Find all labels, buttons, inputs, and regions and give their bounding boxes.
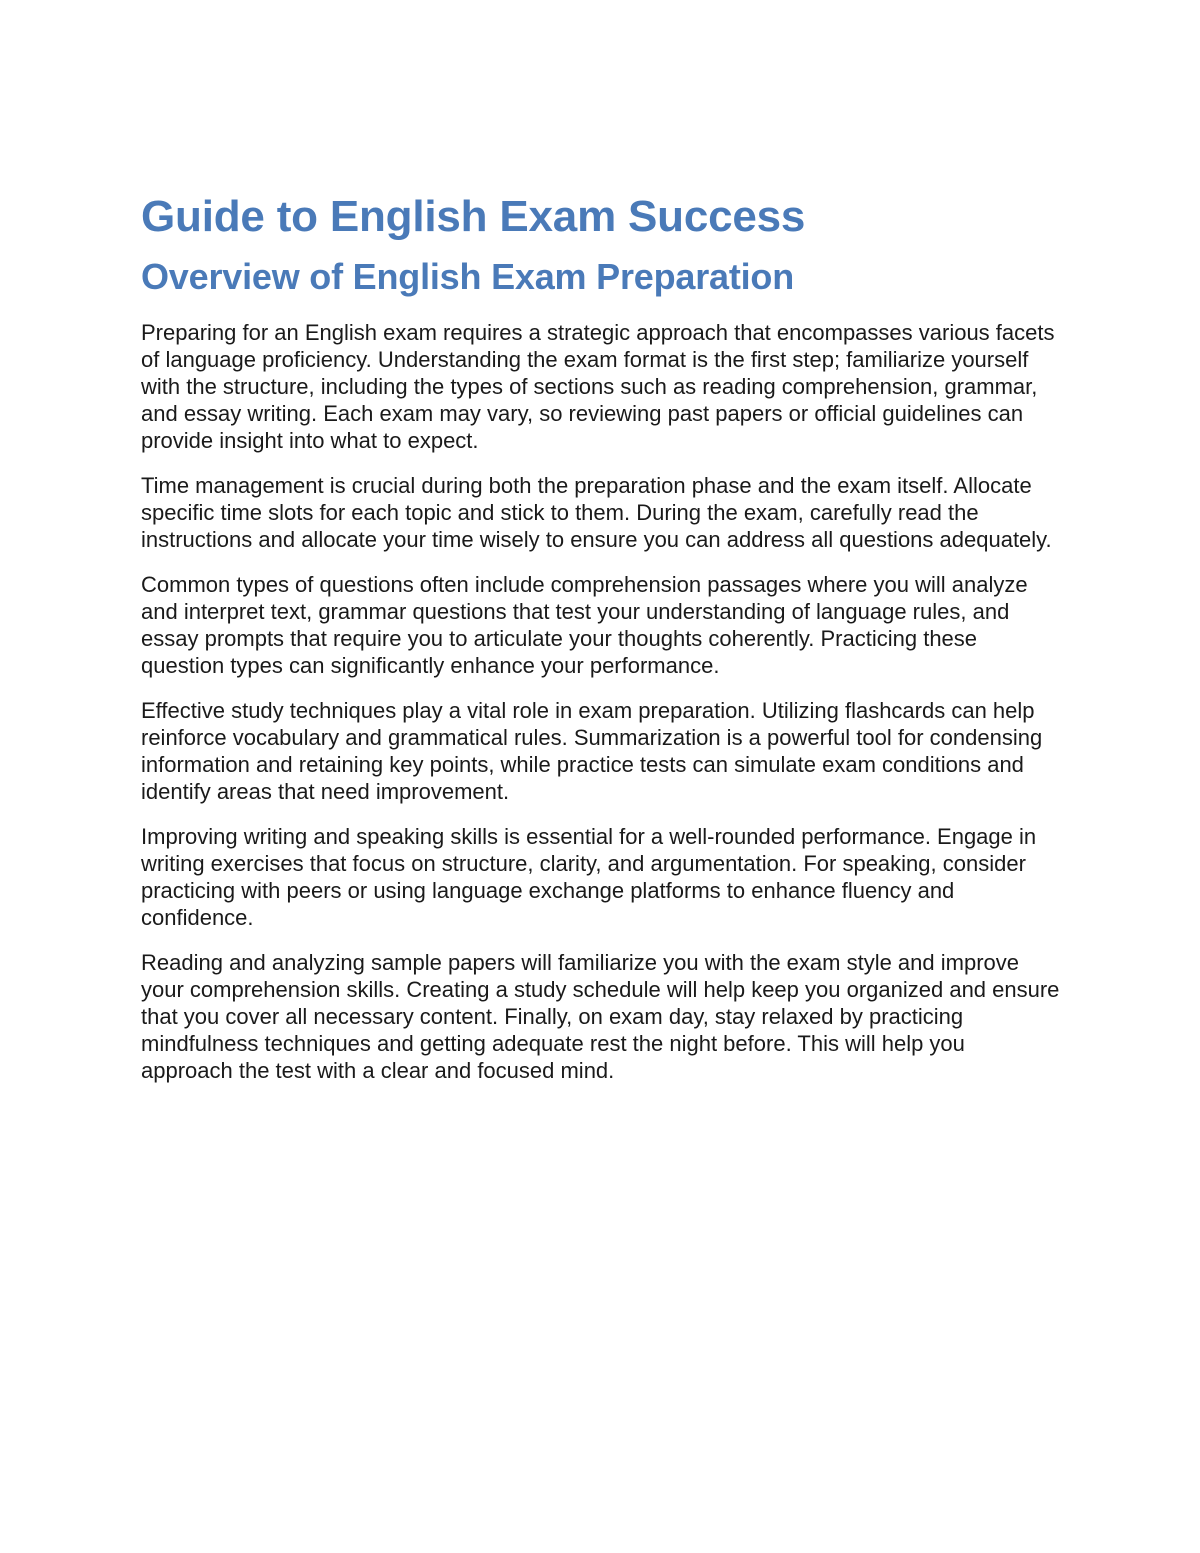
paragraph: Effective study techniques play a vital role in exam preparation. Utilizing flashcards can help reinforce vocabulary and grammatical rules. Summarization is a powerful tool for condensing information and retaining key points, while practice tests can simulate exam conditions and identify areas that need improvement. [141, 698, 1043, 804]
paragraph: Preparing for an English exam requires a strategic approach that encompasses various facets of language proficiency. Understanding the exam format is the first step; familiarize yourself with the structure, including the types of sections such as reading comprehension, grammar, and essay writing. Each exam may vary, so reviewing past papers or official guidelines can provide insight into what to expect. [141, 320, 1055, 453]
paragraph: Improving writing and speaking skills is essential for a well-rounded performance. Engage in writing exercises that focus on structure, clarity, and argumentation. For speaking, consider practicing with peers or using language exchange platforms to enhance fluency and confidence. [141, 824, 1037, 930]
section-heading: Overview of English Exam Preparation [141, 256, 795, 297]
paragraph: Time management is crucial during both the preparation phase and the exam itself. Allocate specific time slots for each topic and stick to them. During the exam, carefully read the instructions and allocate your time wisely to ensure you can address all questions adequately. [141, 473, 1052, 552]
document-body [141, 190, 1061, 1084]
paragraph: Reading and analyzing sample papers will familiarize you with the exam style and improve your comprehension skills. Creating a study schedule will help keep you organized and ensure that you cover all necessary content. Finally, on exam day, stay relaxed by practicing mindfulness techniques and getting adequate rest the night before. This will help you approach the test with a clear and focused mind. [141, 950, 1060, 1083]
paragraph: Common types of questions often include comprehension passages where you will analyze and interpret text, grammar questions that test your understanding of language rules, and essay prompts that require you to articulate your thoughts coherently. Practicing these question types can significantly enhance your performance. [141, 572, 1028, 678]
document-title: Guide to English Exam Success [141, 192, 806, 241]
